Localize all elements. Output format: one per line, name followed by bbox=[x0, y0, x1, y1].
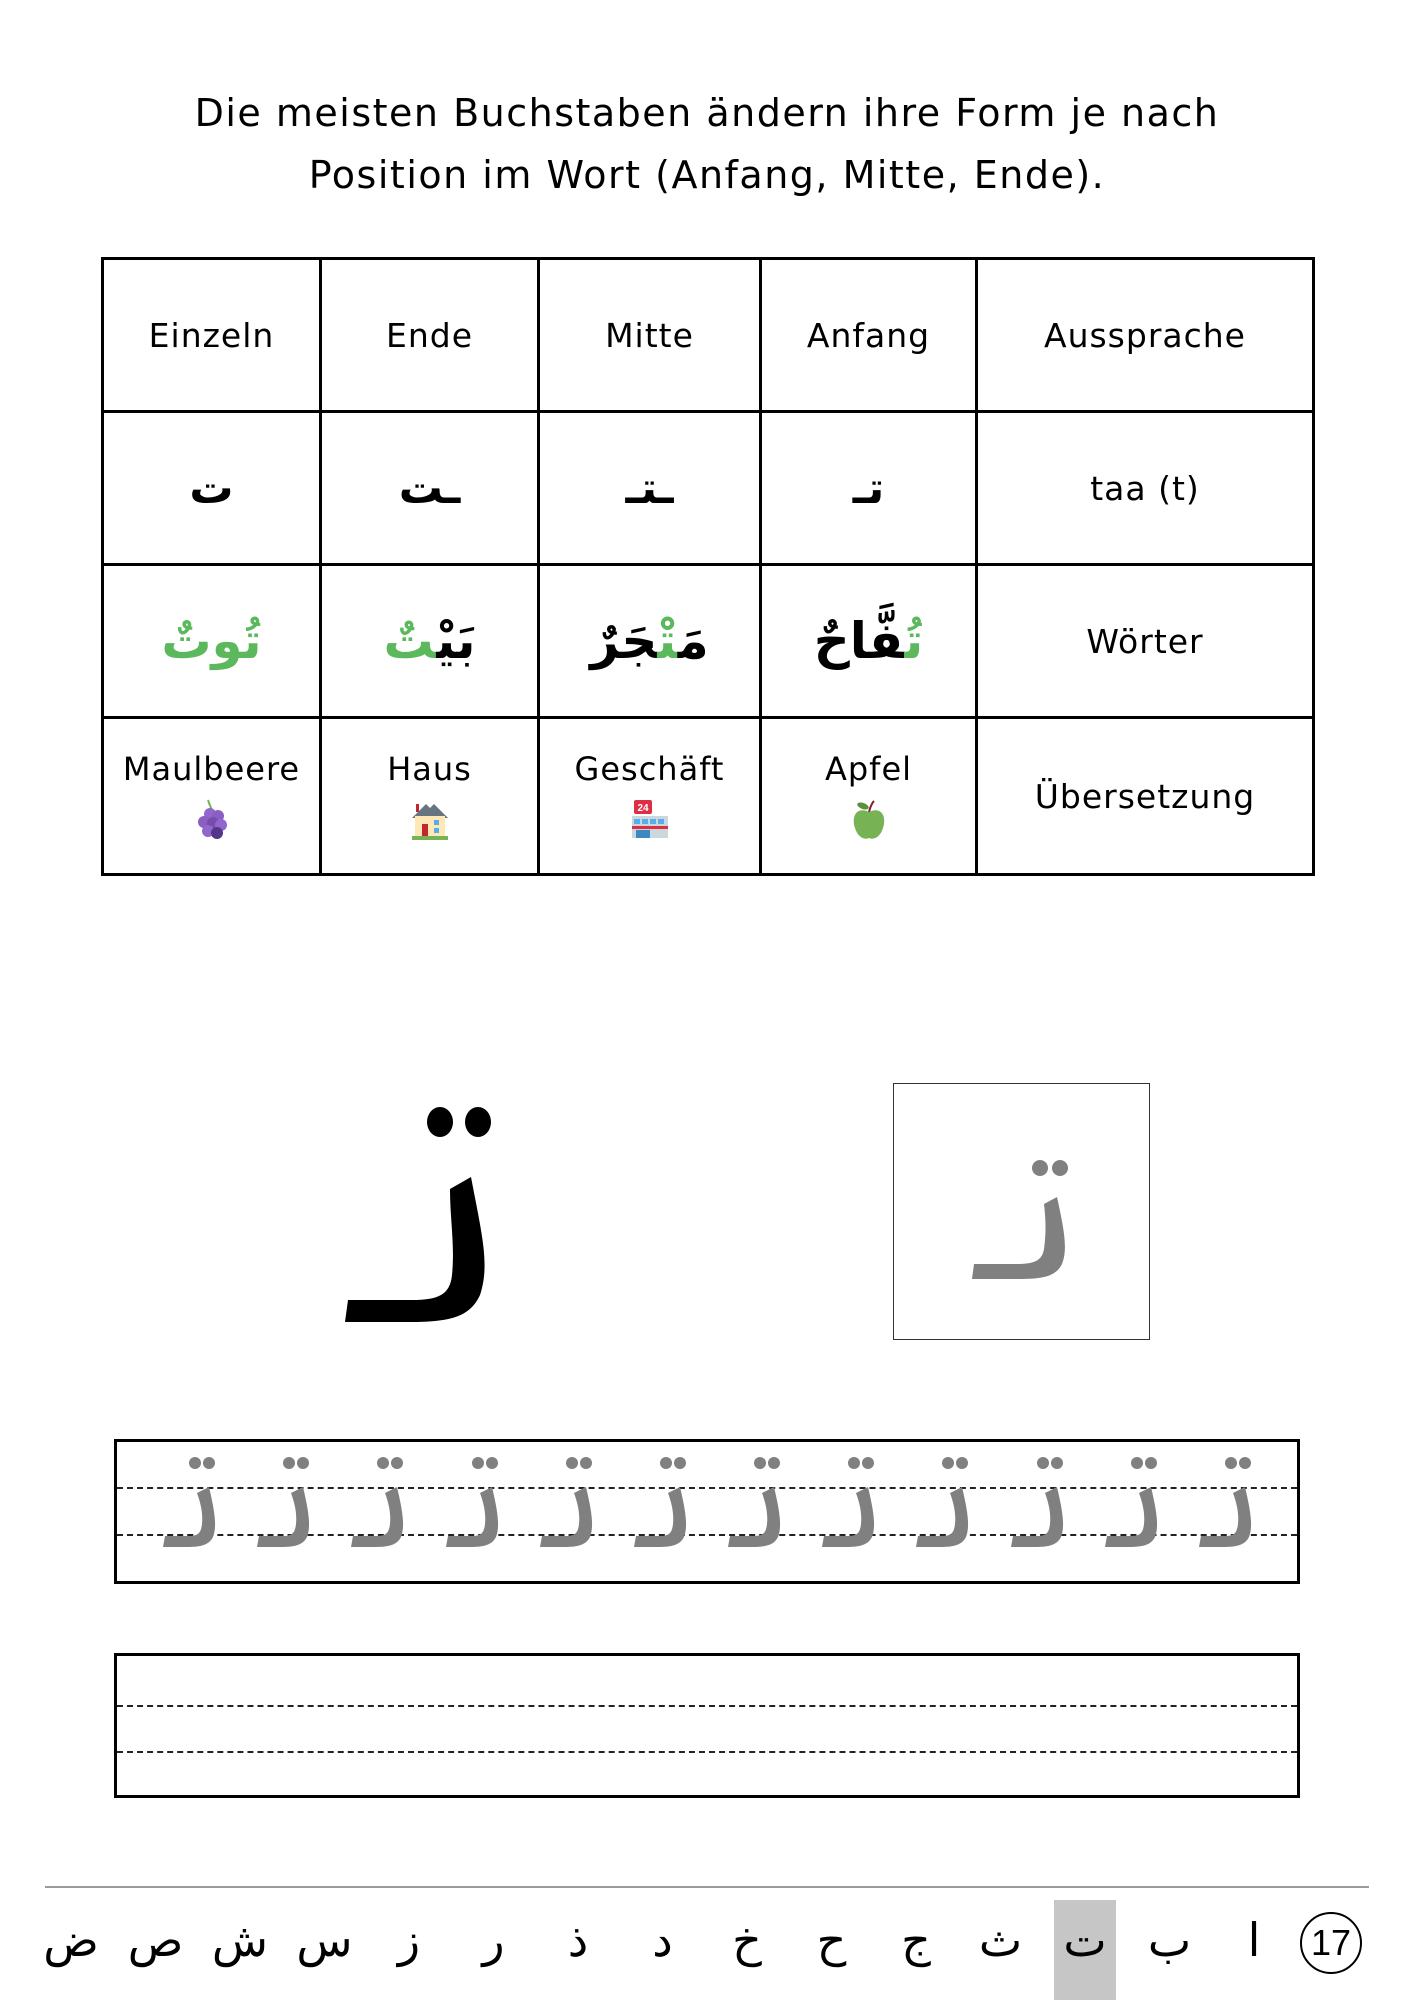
word-final bbox=[321, 565, 539, 718]
alphabet-item-dhaal[interactable]: ذ bbox=[567, 1913, 589, 1967]
header-aussprache: Aussprache bbox=[977, 259, 1314, 412]
big-letter-initial-taa bbox=[300, 1085, 530, 1325]
translations-row bbox=[103, 718, 1314, 875]
trace-letter-icon bbox=[251, 1442, 325, 1587]
translation-label: Haus bbox=[387, 750, 472, 788]
word-highlight: تٌ bbox=[383, 612, 437, 670]
word-initial bbox=[761, 565, 977, 718]
word-part: فَّاحٌ bbox=[813, 612, 905, 670]
words-label: Wörter bbox=[977, 565, 1314, 718]
svg-text:24: 24 bbox=[636, 803, 649, 814]
letter-forms-table bbox=[101, 257, 1315, 876]
trace-letter-icon bbox=[722, 1442, 796, 1587]
form-final: ـت bbox=[321, 412, 539, 565]
translation-label: Geschäft bbox=[574, 750, 725, 788]
alphabet-item-taa-active[interactable]: ت bbox=[1054, 1900, 1116, 2000]
trace-letter-icon bbox=[628, 1442, 702, 1587]
trace-letter-icon bbox=[345, 1442, 419, 1587]
footer-divider bbox=[45, 1886, 1369, 1888]
word-highlight: تْ bbox=[657, 612, 678, 670]
tracing-practice-row[interactable] bbox=[114, 1439, 1300, 1584]
house-icon bbox=[408, 798, 452, 842]
form-initial: تـ bbox=[761, 412, 977, 565]
alphabet-navigation bbox=[40, 1900, 1285, 2000]
header-einzeln: Einzeln bbox=[103, 259, 321, 412]
guide-line-lower bbox=[117, 1751, 1297, 1753]
green-apple-icon bbox=[847, 798, 891, 842]
letter-tracing-box bbox=[893, 1083, 1150, 1340]
guide-line-upper bbox=[117, 1705, 1297, 1707]
instruction-line-2: Position im Wort (Anfang, Mitte, Ende). bbox=[308, 153, 1106, 197]
page-number: 17 bbox=[1300, 1912, 1362, 1974]
header-row bbox=[103, 259, 1314, 412]
alphabet-item-haa[interactable]: ح bbox=[816, 1913, 847, 1967]
alphabet-item-jiim[interactable]: ج bbox=[901, 1913, 931, 1967]
alphabet-item-zaay[interactable]: ز bbox=[397, 1913, 421, 1967]
instruction-line-1: Die meisten Buchstaben ändern ihre Form je nach bbox=[194, 91, 1220, 135]
header-anfang: Anfang bbox=[761, 259, 977, 412]
words-row bbox=[103, 565, 1314, 718]
header-ende: Ende bbox=[321, 259, 539, 412]
translation-geschaeft bbox=[539, 718, 761, 875]
trace-letters bbox=[157, 1442, 1267, 1581]
alphabet-item-saad[interactable]: ص bbox=[127, 1913, 184, 1967]
translation-maulbeere bbox=[103, 718, 321, 875]
trace-letter-icon bbox=[816, 1442, 890, 1587]
translation-haus bbox=[321, 718, 539, 875]
translation-label: Apfel bbox=[824, 750, 913, 788]
forms-row bbox=[103, 412, 1314, 565]
alphabet-item-daad[interactable]: ض bbox=[43, 1913, 99, 1967]
alphabet-item-thaa[interactable]: ث bbox=[978, 1913, 1023, 1967]
convenience-store-icon bbox=[628, 798, 672, 842]
trace-letter-icon bbox=[534, 1442, 608, 1587]
alphabet-item-shiin[interactable]: ش bbox=[211, 1913, 269, 1967]
alphabet-item-raa[interactable]: ر bbox=[482, 1913, 505, 1967]
word-part: بَيْ bbox=[436, 612, 476, 670]
trace-letter-icon bbox=[1099, 1442, 1173, 1587]
translation-label-cell: Übersetzung bbox=[977, 718, 1314, 875]
word-medial bbox=[539, 565, 761, 718]
header-mitte: Mitte bbox=[539, 259, 761, 412]
trace-letter-icon bbox=[1005, 1442, 1079, 1587]
grapes-icon bbox=[190, 798, 234, 842]
trace-letter-icon bbox=[440, 1442, 514, 1587]
word-highlight: تُوتٌ bbox=[161, 612, 262, 670]
trace-letter-icon bbox=[157, 1442, 231, 1587]
trace-letter-icon bbox=[1193, 1442, 1267, 1587]
alphabet-item-siin[interactable]: س bbox=[296, 1913, 353, 1967]
alphabet-item-khaa[interactable]: خ bbox=[732, 1913, 762, 1967]
translation-apfel bbox=[761, 718, 977, 875]
free-writing-row[interactable] bbox=[114, 1653, 1300, 1798]
pronunciation: taa (t) bbox=[977, 412, 1314, 565]
form-isolated: ت bbox=[103, 412, 321, 565]
trace-letter-icon bbox=[910, 1442, 984, 1587]
word-isolated bbox=[103, 565, 321, 718]
form-medial: ـتـ bbox=[539, 412, 761, 565]
alphabet-item-baa[interactable]: ب bbox=[1147, 1913, 1192, 1967]
word-highlight: تُ bbox=[904, 612, 924, 670]
alphabet-item-alif[interactable]: ا bbox=[1247, 1913, 1261, 1967]
instruction-text bbox=[0, 82, 1414, 206]
translation-label: Maulbeere bbox=[122, 750, 301, 788]
box-letter-initial-taa bbox=[894, 1084, 1151, 1341]
word-part: مَ bbox=[677, 612, 709, 670]
word-part: جَرٌ bbox=[590, 612, 658, 670]
alphabet-item-daal[interactable]: د bbox=[652, 1913, 673, 1967]
